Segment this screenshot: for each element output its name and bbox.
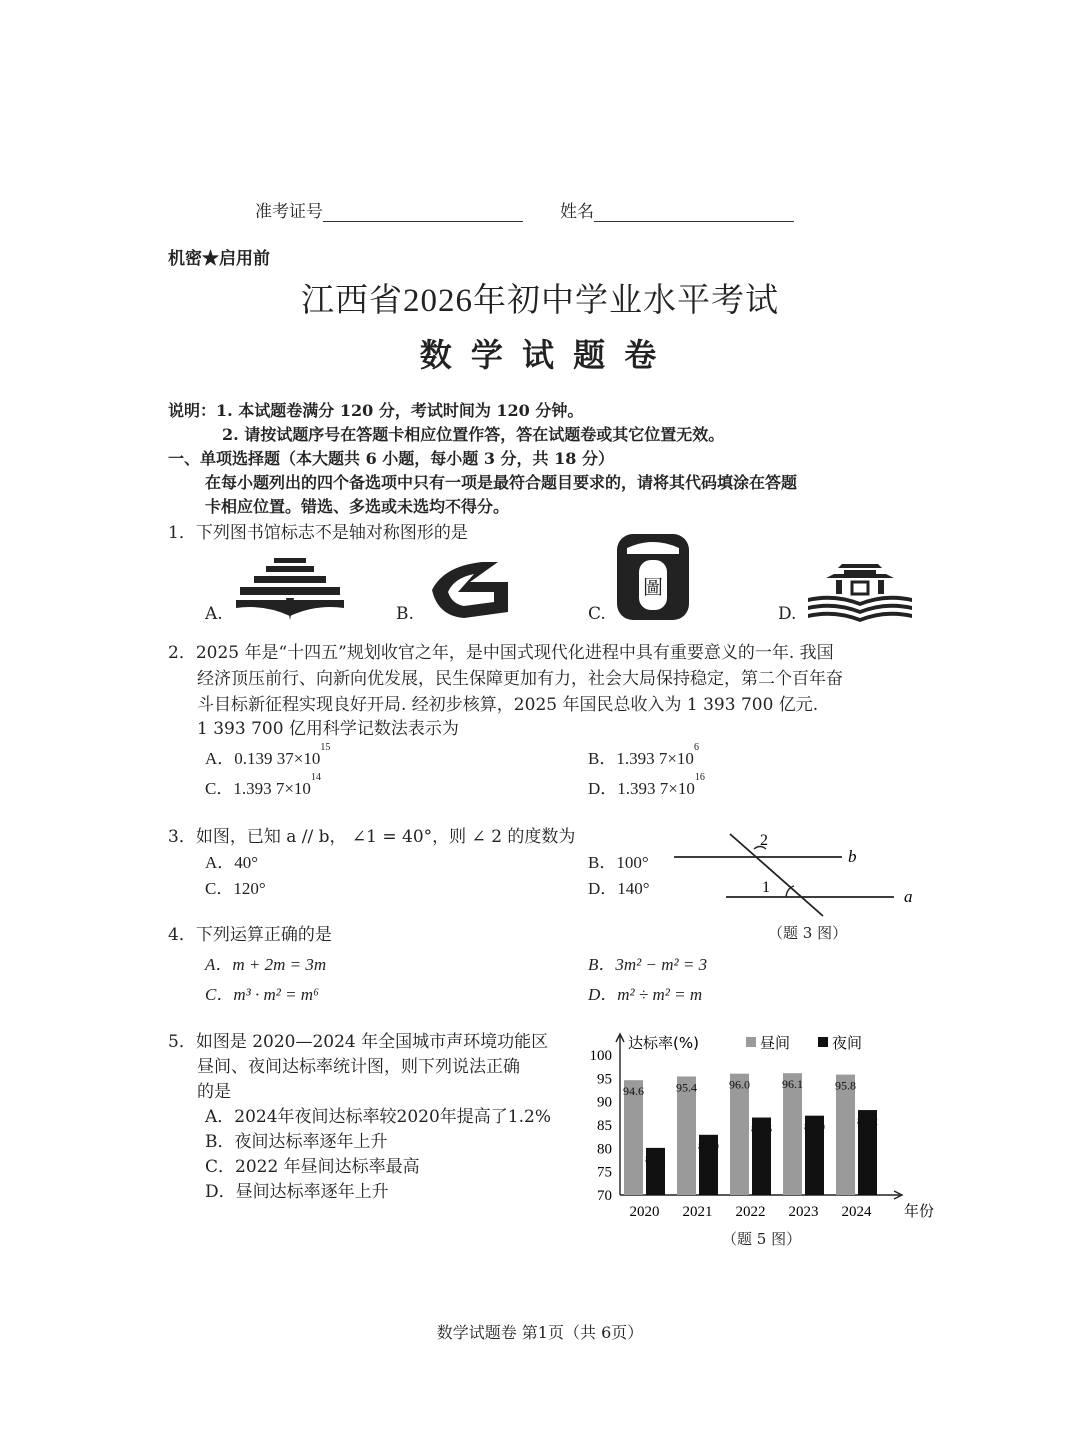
data-label-night-2021: 82.9 <box>698 1138 719 1153</box>
angle-1-arc <box>786 886 794 897</box>
q1-stem: 1．下列图书馆标志不是轴对称图形的是 <box>168 523 468 543</box>
line-a-label: a <box>904 887 913 906</box>
q2-c-exp: 14 <box>310 772 321 783</box>
data-label-night-2020: 80.1 <box>645 1151 666 1166</box>
q2-a-exp: 15 <box>320 742 331 753</box>
q4-stem: 4．下列运算正确的是 <box>168 925 332 945</box>
x-tick-label: 2020 <box>629 1204 660 1220</box>
q2-line-4: 1 393 700 亿用科学记数法表示为 <box>197 719 459 739</box>
q5-line-3: 的是 <box>197 1082 231 1102</box>
notes-prefix: 说明： <box>168 401 217 420</box>
q2-d-exp: 16 <box>694 772 705 783</box>
q5-option-b: B．夜间达标率逐年上升 <box>205 1132 388 1152</box>
q4-option-a: A．m + 2m = 3m <box>205 955 327 974</box>
page-footer: 数学试题卷 第1页（共 6页） <box>436 1323 644 1342</box>
section-1-heading: 一、单项选择题（本大题共 6 小题，每小题 3 分，共 18 分） <box>168 449 614 468</box>
svg-text:圖: 圖 <box>643 575 663 599</box>
data-label-day-2024: 95.8 <box>835 1078 856 1093</box>
q3-caption: （题 3 图） <box>768 924 848 942</box>
library-logo-d <box>806 562 914 624</box>
angle-2-label: 2 <box>760 832 768 849</box>
q1-option-d: D. <box>778 604 797 624</box>
name-field <box>560 197 794 222</box>
q2-option-d <box>588 774 705 799</box>
q3-option-b: B．100° <box>588 853 649 872</box>
q5-line-1: 5．如图是 2020—2024 年全国城市声环境功能区 <box>168 1032 549 1052</box>
library-logo-b <box>424 556 510 622</box>
exam-id-label: 准考证号 <box>255 202 323 222</box>
angle-1-label: 1 <box>762 879 770 896</box>
secret-label: 机密★启用前 <box>168 249 270 269</box>
note-2: 2. 请按试题序号在答题卡相应位置作答，答在试题卷或其它位置无效。 <box>222 425 725 444</box>
exam-title: 江西省2026年初中学业水平考试 <box>301 283 779 319</box>
q5-bar-chart <box>578 1026 935 1226</box>
section-1-instr-1: 在每小题列出的四个备选项中只有一项是最符合题目要求的，请将其代码填涂在答题 <box>205 473 798 492</box>
q1-option-a: A. <box>205 604 223 624</box>
data-label-night-2022: 86.6 <box>751 1121 772 1136</box>
exam-id-blank <box>323 203 523 222</box>
y-tick-label: 90 <box>597 1094 612 1111</box>
data-label-day-2023: 96.1 <box>782 1077 803 1092</box>
q5-caption: （题 5 图） <box>722 1230 802 1248</box>
legend-swatch-day <box>746 1037 756 1047</box>
note-1: 1. 本试题卷满分 120 分，考试时间为 120 分钟。 <box>216 401 584 420</box>
section-1-instr-2: 卡相应位置。错选、多选或未选均不得分。 <box>205 497 510 516</box>
y-tick-label: 100 <box>589 1048 612 1064</box>
q2-option-c <box>205 774 321 799</box>
y-axis-label: 达标率(%) <box>628 1034 699 1052</box>
q3-option-a: A．40° <box>205 853 259 872</box>
q5-option-a: A．2024年夜间达标率较2020年提高了1.2% <box>205 1107 551 1127</box>
q3-option-d: D．140° <box>588 879 650 898</box>
q4-option-b: B．3m² − m² = 3 <box>588 955 708 974</box>
q3-option-c: C．120° <box>205 879 266 898</box>
legend-label-night: 夜间 <box>832 1034 863 1052</box>
library-logo-a <box>234 556 346 622</box>
q2-b-base: B．1.393 7×10 <box>588 749 694 768</box>
line-b-label: b <box>848 847 857 866</box>
data-label-day-2021: 95.4 <box>676 1080 697 1095</box>
q2-line-3: 斗目标新征程实现良好开局. 经初步核算，2025 年国民总收入为 1 393 700 亿元. <box>197 695 819 715</box>
q2-c-base: C．1.393 7×10 <box>205 779 311 798</box>
q4-option-d: D．m² ÷ m² = m <box>588 985 703 1004</box>
q5-option-c: C．2022 年昼间达标率最高 <box>205 1157 420 1177</box>
data-label-night-2023: 87.0 <box>804 1119 825 1134</box>
notes-line-1 <box>168 398 583 421</box>
y-tick-label: 95 <box>597 1071 612 1088</box>
y-tick-label: 85 <box>597 1118 612 1134</box>
bar-day-2022 <box>730 1074 749 1195</box>
data-label-day-2020: 94.6 <box>623 1084 644 1099</box>
bar-day-2023 <box>783 1073 802 1195</box>
q2-line-2: 经济顶压前行、向新向优发展，民生保障更加有力，社会大局保持稳定，第二个百年奋 <box>197 669 843 689</box>
q2-option-b <box>588 744 699 769</box>
transversal <box>730 834 823 916</box>
q3-figure <box>668 826 928 922</box>
x-axis-label: 年份 <box>904 1202 935 1220</box>
y-tick-label: 75 <box>597 1164 612 1181</box>
q1-option-b: B. <box>396 604 414 624</box>
q3-stem: 3．如图，已知 a // b， ∠1 = 40°，则 ∠ 2 的度数为 <box>168 827 576 847</box>
x-tick-label: 2021 <box>682 1204 713 1220</box>
q2-a-base: A．0.139 37×10 <box>205 749 321 768</box>
name-label: 姓名 <box>560 202 594 222</box>
q2-line-1: 2．2025 年是“十四五”规划收官之年，是中国式现代化进程中具有重要意义的一年. 我国 <box>168 643 834 663</box>
q4-option-c: C．m³ · m² = m⁶ <box>205 985 319 1004</box>
q2-option-a <box>205 744 330 769</box>
legend-swatch-night <box>818 1037 828 1047</box>
y-tick-label: 80 <box>597 1141 612 1158</box>
q1-option-c: C. <box>588 604 606 624</box>
data-label-night-2024: 88.2 <box>857 1114 878 1129</box>
name-blank <box>594 203 794 222</box>
y-tick-label: 70 <box>597 1188 612 1204</box>
x-tick-label: 2022 <box>735 1204 766 1220</box>
bar-day-2024 <box>836 1075 855 1195</box>
x-tick-label: 2023 <box>788 1204 819 1220</box>
data-label-day-2022: 96.0 <box>729 1077 750 1092</box>
q5-option-d: D．昼间达标率逐年上升 <box>205 1182 389 1202</box>
x-tick-label: 2024 <box>841 1204 872 1220</box>
q5-line-2: 昼间、夜间达标率统计图，则下列说法正确 <box>197 1057 520 1077</box>
exam-subtitle: 数 学 试 题 卷 <box>419 336 661 374</box>
exam-id-field <box>255 197 523 222</box>
legend-label-day: 昼间 <box>760 1034 791 1052</box>
library-logo-c <box>615 532 691 622</box>
q2-d-base: D．1.393 7×10 <box>588 779 695 798</box>
q2-b-exp: 6 <box>693 742 699 753</box>
